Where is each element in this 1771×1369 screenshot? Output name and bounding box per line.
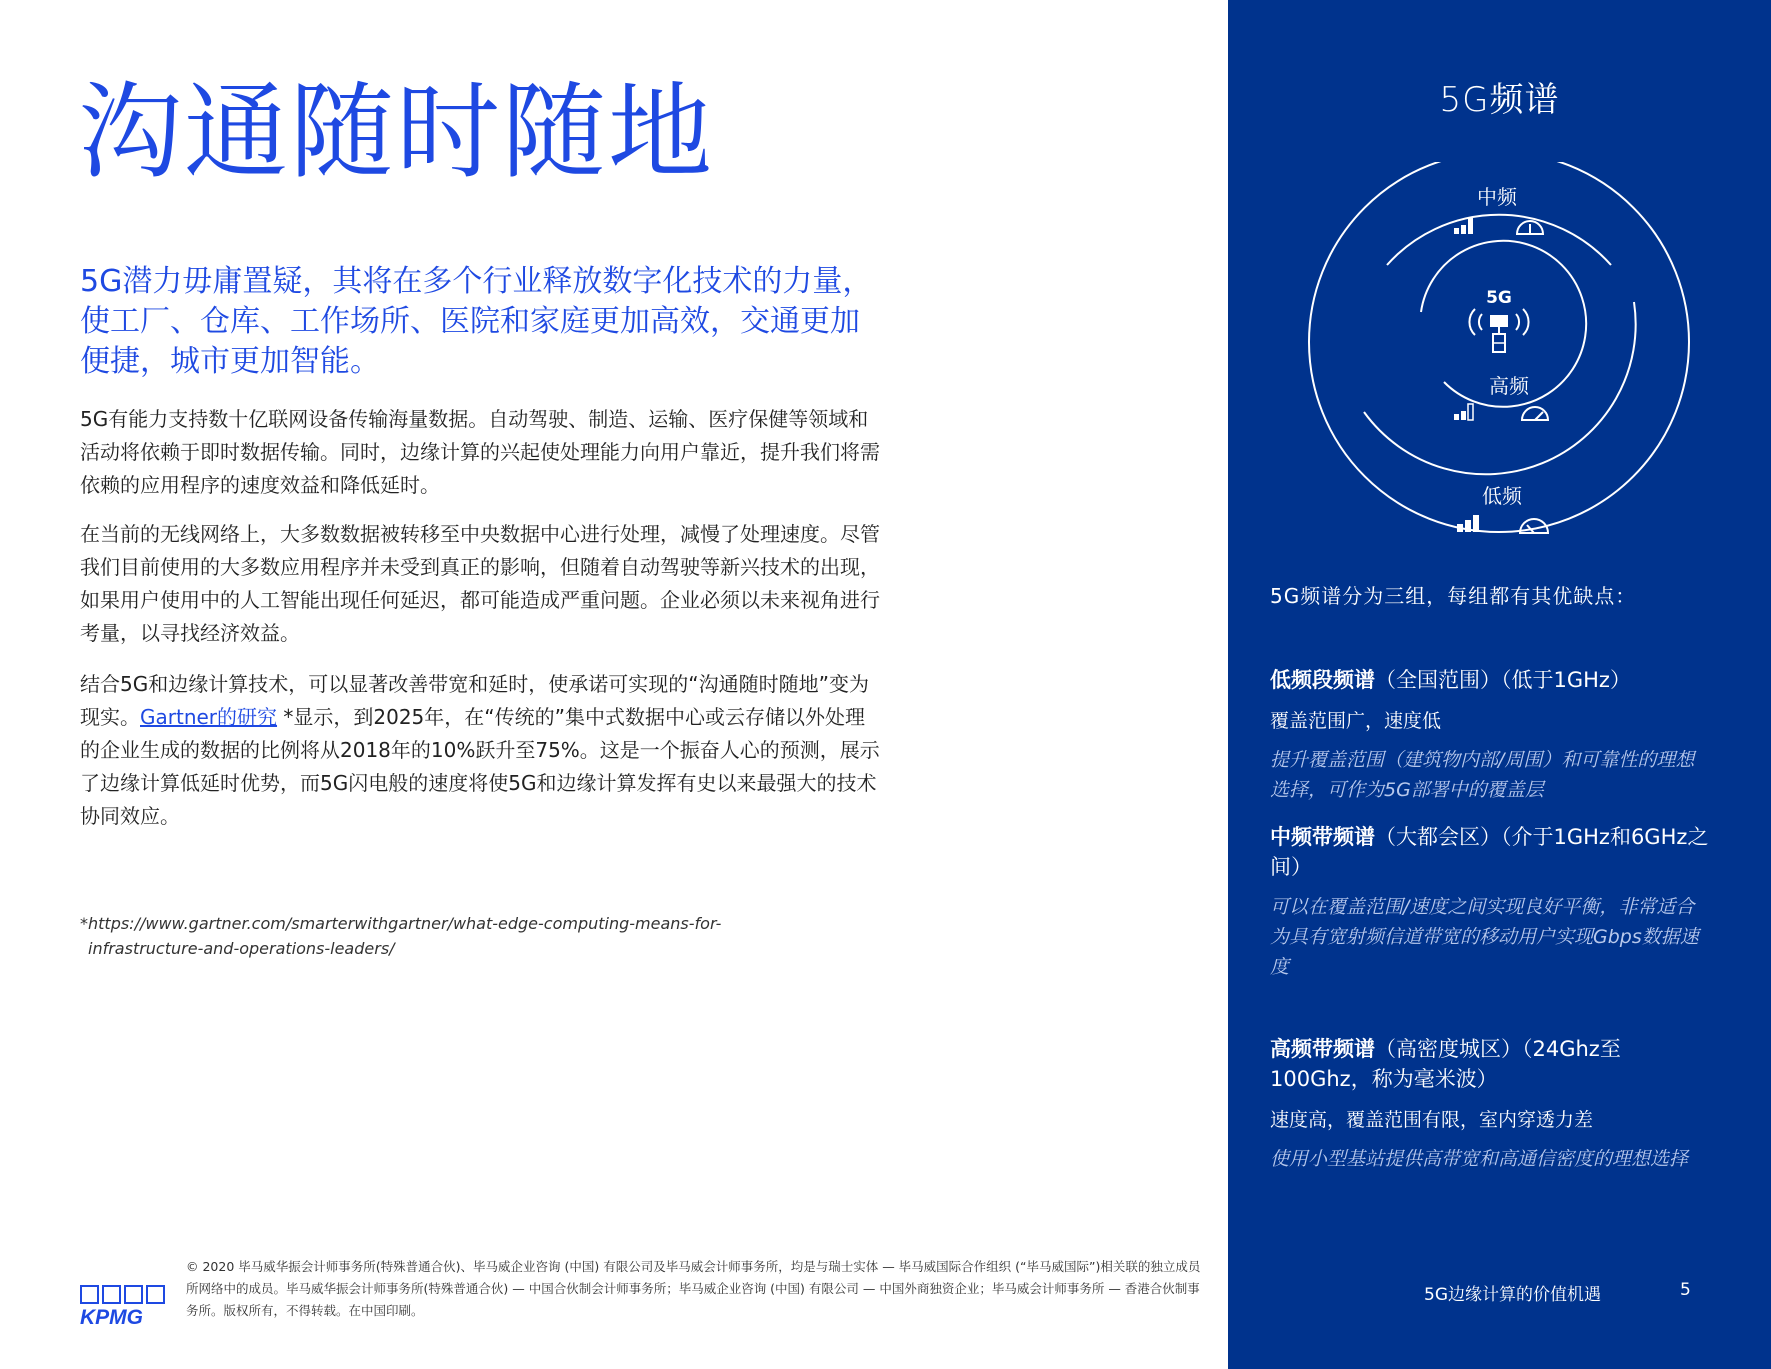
footnote <box>80 911 840 961</box>
low-band-label: 低频 <box>1482 484 1522 508</box>
footnote-line-1: *https://www.gartner.com/smarterwithgartner/what-edge-computing-means-for- <box>80 914 722 933</box>
panel-title: 5G频谱 <box>1439 80 1560 120</box>
5g-antenna-icon <box>1469 288 1528 352</box>
body-paragraph-1: 5G有能力支持数十亿联网设备传输海量数据。自动驾驶、制造、运输、医疗保健等领域和活动将依赖于即时数据传输。同时，边缘计算的兴起使处理能力向用户靠近，提升我们将需依赖的应用程序的速度效益和降低延时。 <box>80 407 880 497</box>
band-high-detail: （高密度城区）（24Ghz至100Ghz，称为毫米波） <box>1270 1037 1621 1091</box>
spectrum-panel <box>1228 0 1771 1369</box>
mid-speed-gauge-icon <box>1517 221 1543 234</box>
low-signal-bars-icon <box>1457 515 1479 532</box>
spectrum-diagram <box>1284 162 1714 552</box>
band-low <box>1270 665 1710 805</box>
kpmg-logo <box>80 1285 166 1333</box>
high-band-label: 高频 <box>1489 374 1529 398</box>
band-mid-name: 中频带频谱 <box>1270 825 1375 849</box>
outer-ring <box>1309 162 1689 532</box>
body-paragraph-2: 在当前的无线网络上，大多数数据被转移至中央数据中心进行处理，减慢了处理速度。尽管我们目前使用的大多数应用程序并未受到真正的影响，但随着自动驾驶等新兴技术的出现，如果用户使用中的人工智能出现任何延迟，都可能造成严重问题。企业必须以未来视角进行考量，以寻找经济效益。 <box>80 522 880 645</box>
page-number: 5 <box>1680 1280 1691 1300</box>
footnote-line-2: infrastructure-and-operations-leaders/ <box>88 939 395 958</box>
page-title: 沟通随时随地 <box>78 71 715 193</box>
high-signal-bars-icon <box>1454 404 1473 420</box>
legal-notice: © 2020 毕马威华振会计师事务所(特殊普通合伙)、毕马威企业咨询 (中国) 有限公司及毕马威会计师事务所，均是与瑞士实体 — 毕马威国际合作组织 (“毕马威国际”)相关联的独立成员所网络中的成员。毕马威华振会计师事务所(特殊普通合伙) — 中国合伙制会计师事务所；毕马威企业咨询 (中国) 有限公司 — 中国外商独资企业；毕马威会计师事务所 — 香港合伙制事务所。版权所有，不得转载。在中国印刷。 <box>186 1259 1201 1318</box>
band-low-note: 提升覆盖范围（建筑物内部/周围）和可靠性的理想选择，可作为5G部署中的覆盖层 <box>1270 749 1695 801</box>
band-mid <box>1270 822 1710 982</box>
5g-antenna-label: 5G <box>1486 288 1512 308</box>
high-speed-gauge-icon <box>1522 407 1548 420</box>
body-paragraph-3-part-a: 结合5G和边缘计算技术，可以显著改善带宽和延时，使承诺可实现的“沟通随时随地”变为现实。 <box>80 672 869 729</box>
body-paragraph-3 <box>80 668 880 833</box>
band-mid-detail: （大都会区）（介于1GHz和6GHz之间） <box>1270 825 1709 879</box>
band-high <box>1270 1034 1710 1174</box>
band-high-heading <box>1270 1034 1710 1094</box>
band-low-name: 低频段频谱 <box>1270 668 1375 692</box>
band-mid-note: 可以在覆盖范围/速度之间实现良好平衡，非常适合为具有宽射频信道带宽的移动用户实现Gbps数据速度 <box>1270 896 1699 978</box>
kpmg-logo-boxes <box>80 1285 166 1304</box>
band-high-description: 速度高，覆盖范围有限，室内穿透力差 <box>1270 1109 1594 1131</box>
band-low-heading <box>1270 665 1710 695</box>
band-low-description: 覆盖范围广，速度低 <box>1270 710 1442 732</box>
band-mid-heading <box>1270 822 1710 882</box>
kpmg-logo-text: KPMG <box>80 1306 143 1329</box>
mid-band-label: 中频 <box>1477 185 1517 209</box>
band-high-name: 高频带频谱 <box>1270 1037 1375 1061</box>
gartner-research-link[interactable]: Gartner的研究 <box>140 705 278 729</box>
band-high-note: 使用小型基站提供高带宽和高通信密度的理想选择 <box>1270 1148 1689 1170</box>
lead-paragraph: 5G潜力毋庸置疑，其将在多个行业释放数字化技术的力量，使工厂、仓库、工作场所、医院和家庭更加高效，交通更加便捷，城市更加智能。 <box>80 264 873 379</box>
body-paragraph-3-part-b: *显示，到2025年，在“传统的”集中式数据中心或云存储以外处理的企业生成的数据的比例将从2018年的10%跃升至75%。这是一个振奋人心的预测，展示了边缘计算低延时优势，而5G闪电般的速度将使5G和边缘计算发挥有史以来最强大的技术协同效应。 <box>80 705 880 828</box>
spectrum-intro: 5G频谱分为三组，每组都有其优缺点： <box>1270 584 1637 608</box>
band-low-detail: （全国范围）（低于1GHz） <box>1375 668 1631 692</box>
page-footer-title: 5G边缘计算的价值机遇 <box>1424 1285 1601 1305</box>
